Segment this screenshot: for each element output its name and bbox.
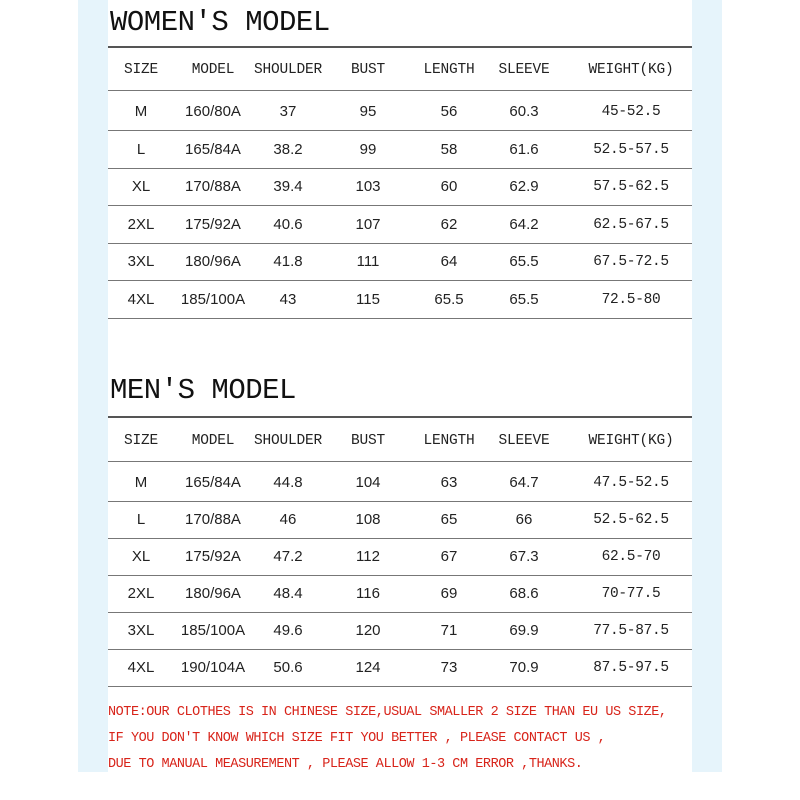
sleeve-cell: 61.6 xyxy=(509,140,539,158)
size-cell: M xyxy=(134,474,148,491)
header-bust: BUST xyxy=(350,433,386,449)
header-sleeve: SLEEVE xyxy=(498,62,550,78)
weight-cell: 67.5-72.5 xyxy=(593,254,669,270)
table-row xyxy=(108,502,692,538)
weight-cell: 47.5-52.5 xyxy=(593,475,669,491)
men-title-rule xyxy=(108,416,692,418)
women-header-divider xyxy=(108,90,692,91)
bust-cell: 115 xyxy=(356,290,380,308)
table-row xyxy=(108,539,692,575)
shoulder-cell: 48.4 xyxy=(273,585,303,602)
bust-cell: 107 xyxy=(355,215,381,233)
length-cell: 65.5 xyxy=(434,290,464,308)
model-cell: 185/100A xyxy=(180,622,246,639)
weight-cell: 52.5-57.5 xyxy=(593,141,669,158)
model-cell: 170/88A xyxy=(185,178,241,195)
header-model: MODEL xyxy=(191,62,235,78)
length-cell: 71 xyxy=(440,622,458,639)
sleeve-cell: 64.2 xyxy=(509,215,539,233)
shoulder-cell: 50.6 xyxy=(273,659,303,676)
header-weight: WEIGHT(KG) xyxy=(588,433,674,449)
table-row xyxy=(108,94,692,130)
length-cell: 58 xyxy=(440,140,458,158)
bust-cell: 104 xyxy=(355,474,381,491)
shoulder-cell: 40.6 xyxy=(273,215,303,233)
length-cell: 60 xyxy=(440,178,458,195)
row-divider xyxy=(108,318,692,319)
bust-cell: 116 xyxy=(356,585,380,602)
length-cell: 65 xyxy=(440,511,458,528)
table-row xyxy=(108,282,692,318)
right-side-band xyxy=(692,0,722,772)
model-cell: 180/96A xyxy=(185,585,241,602)
model-cell: 185/100A xyxy=(180,290,246,308)
length-cell: 56 xyxy=(440,103,458,120)
length-cell: 63 xyxy=(440,474,458,491)
size-cell: 4XL xyxy=(127,290,155,308)
length-cell: 69 xyxy=(440,585,458,602)
size-cell: 3XL xyxy=(127,253,155,270)
bust-cell: 95 xyxy=(359,103,377,120)
size-cell: M xyxy=(134,103,148,120)
model-cell: 160/80A xyxy=(185,103,241,120)
sleeve-cell: 60.3 xyxy=(509,103,539,120)
men-header-divider xyxy=(108,461,692,462)
model-cell: 165/84A xyxy=(185,140,241,158)
table-row xyxy=(108,650,692,686)
table-row xyxy=(108,613,692,649)
header-length: LENGTH xyxy=(423,433,475,449)
shoulder-cell: 46 xyxy=(279,511,297,528)
header-bust: BUST xyxy=(350,62,386,78)
shoulder-cell: 38.2 xyxy=(273,140,303,158)
bust-cell: 112 xyxy=(356,548,380,565)
table-row xyxy=(108,244,692,280)
sleeve-cell: 69.9 xyxy=(509,622,539,639)
sleeve-cell: 62.9 xyxy=(509,178,539,195)
weight-cell: 57.5-62.5 xyxy=(593,179,669,195)
length-cell: 64 xyxy=(440,253,458,270)
size-cell: 2XL xyxy=(127,585,155,602)
sleeve-cell: 66 xyxy=(515,511,533,528)
table-row xyxy=(108,132,692,168)
size-cell: 4XL xyxy=(127,659,155,676)
sleeve-cell: 65.5 xyxy=(509,253,539,270)
shoulder-cell: 37 xyxy=(279,103,297,120)
header-length: LENGTH xyxy=(423,62,475,78)
shoulder-cell: 47.2 xyxy=(273,548,303,565)
shoulder-cell: 49.6 xyxy=(273,622,303,639)
left-side-band xyxy=(78,0,108,772)
weight-cell: 62.5-67.5 xyxy=(593,216,669,233)
header-model: MODEL xyxy=(191,433,235,449)
model-cell: 165/84A xyxy=(185,474,241,491)
weight-cell: 52.5-62.5 xyxy=(593,512,669,528)
length-cell: 62 xyxy=(440,215,458,233)
model-cell: 175/92A xyxy=(185,548,241,565)
women-title-rule xyxy=(108,46,692,48)
size-cell: 3XL xyxy=(127,622,155,639)
size-cell: XL xyxy=(131,548,151,565)
header-shoulder: SHOULDER xyxy=(253,433,323,449)
header-weight: WEIGHT(KG) xyxy=(588,62,674,78)
women-section-title: WOMEN'S MODEL xyxy=(110,6,330,39)
header-size: SIZE xyxy=(123,433,159,449)
table-row xyxy=(108,465,692,501)
model-cell: 170/88A xyxy=(185,511,241,528)
shoulder-cell: 43 xyxy=(279,290,297,308)
size-cell: L xyxy=(136,511,146,528)
shoulder-cell: 44.8 xyxy=(273,474,303,491)
note-separator xyxy=(108,686,692,687)
weight-cell: 62.5-70 xyxy=(601,549,661,565)
header-sleeve: SLEEVE xyxy=(498,433,550,449)
men-section-title: MEN'S MODEL xyxy=(110,374,296,407)
model-cell: 190/104A xyxy=(180,659,246,676)
header-shoulder: SHOULDER xyxy=(253,62,323,78)
bust-cell: 108 xyxy=(355,511,381,528)
bust-cell: 99 xyxy=(359,140,377,158)
weight-cell: 77.5-87.5 xyxy=(593,623,669,639)
length-cell: 67 xyxy=(440,548,458,565)
table-row xyxy=(108,576,692,612)
shoulder-cell: 41.8 xyxy=(273,253,303,270)
length-cell: 73 xyxy=(440,659,458,676)
note-line-2: IF YOU DON'T KNOW WHICH SIZE FIT YOU BETTER , PLEASE CONTACT US , xyxy=(108,731,606,746)
size-cell: L xyxy=(136,140,146,158)
sleeve-cell: 68.6 xyxy=(509,585,539,602)
table-row xyxy=(108,169,692,205)
weight-cell: 70-77.5 xyxy=(601,586,661,602)
model-cell: 175/92A xyxy=(185,215,241,233)
sleeve-cell: 67.3 xyxy=(509,548,539,565)
women-header-row xyxy=(108,52,692,88)
table-row xyxy=(108,207,692,243)
size-cell: 2XL xyxy=(127,215,155,233)
shoulder-cell: 39.4 xyxy=(273,178,303,195)
size-cell: XL xyxy=(131,178,151,195)
bust-cell: 103 xyxy=(355,178,381,195)
note-line-3: DUE TO MANUAL MEASUREMENT , PLEASE ALLOW 1-3 CM ERROR ,THANKS. xyxy=(108,757,583,772)
weight-cell: 87.5-97.5 xyxy=(593,660,669,676)
weight-cell: 45-52.5 xyxy=(601,104,661,120)
header-size: SIZE xyxy=(123,62,159,78)
sleeve-cell: 70.9 xyxy=(509,659,539,676)
bust-cell: 120 xyxy=(355,622,381,639)
model-cell: 180/96A xyxy=(185,253,241,270)
note-line-1: NOTE:OUR CLOTHES IS IN CHINESE SIZE,USUAL SMALLER 2 SIZE THAN EU US SIZE, xyxy=(108,705,667,720)
men-header-row xyxy=(108,423,692,459)
sleeve-cell: 65.5 xyxy=(509,290,539,308)
bust-cell: 111 xyxy=(356,253,380,270)
weight-cell: 72.5-80 xyxy=(601,291,661,308)
sleeve-cell: 64.7 xyxy=(509,474,539,491)
bust-cell: 124 xyxy=(355,659,381,676)
